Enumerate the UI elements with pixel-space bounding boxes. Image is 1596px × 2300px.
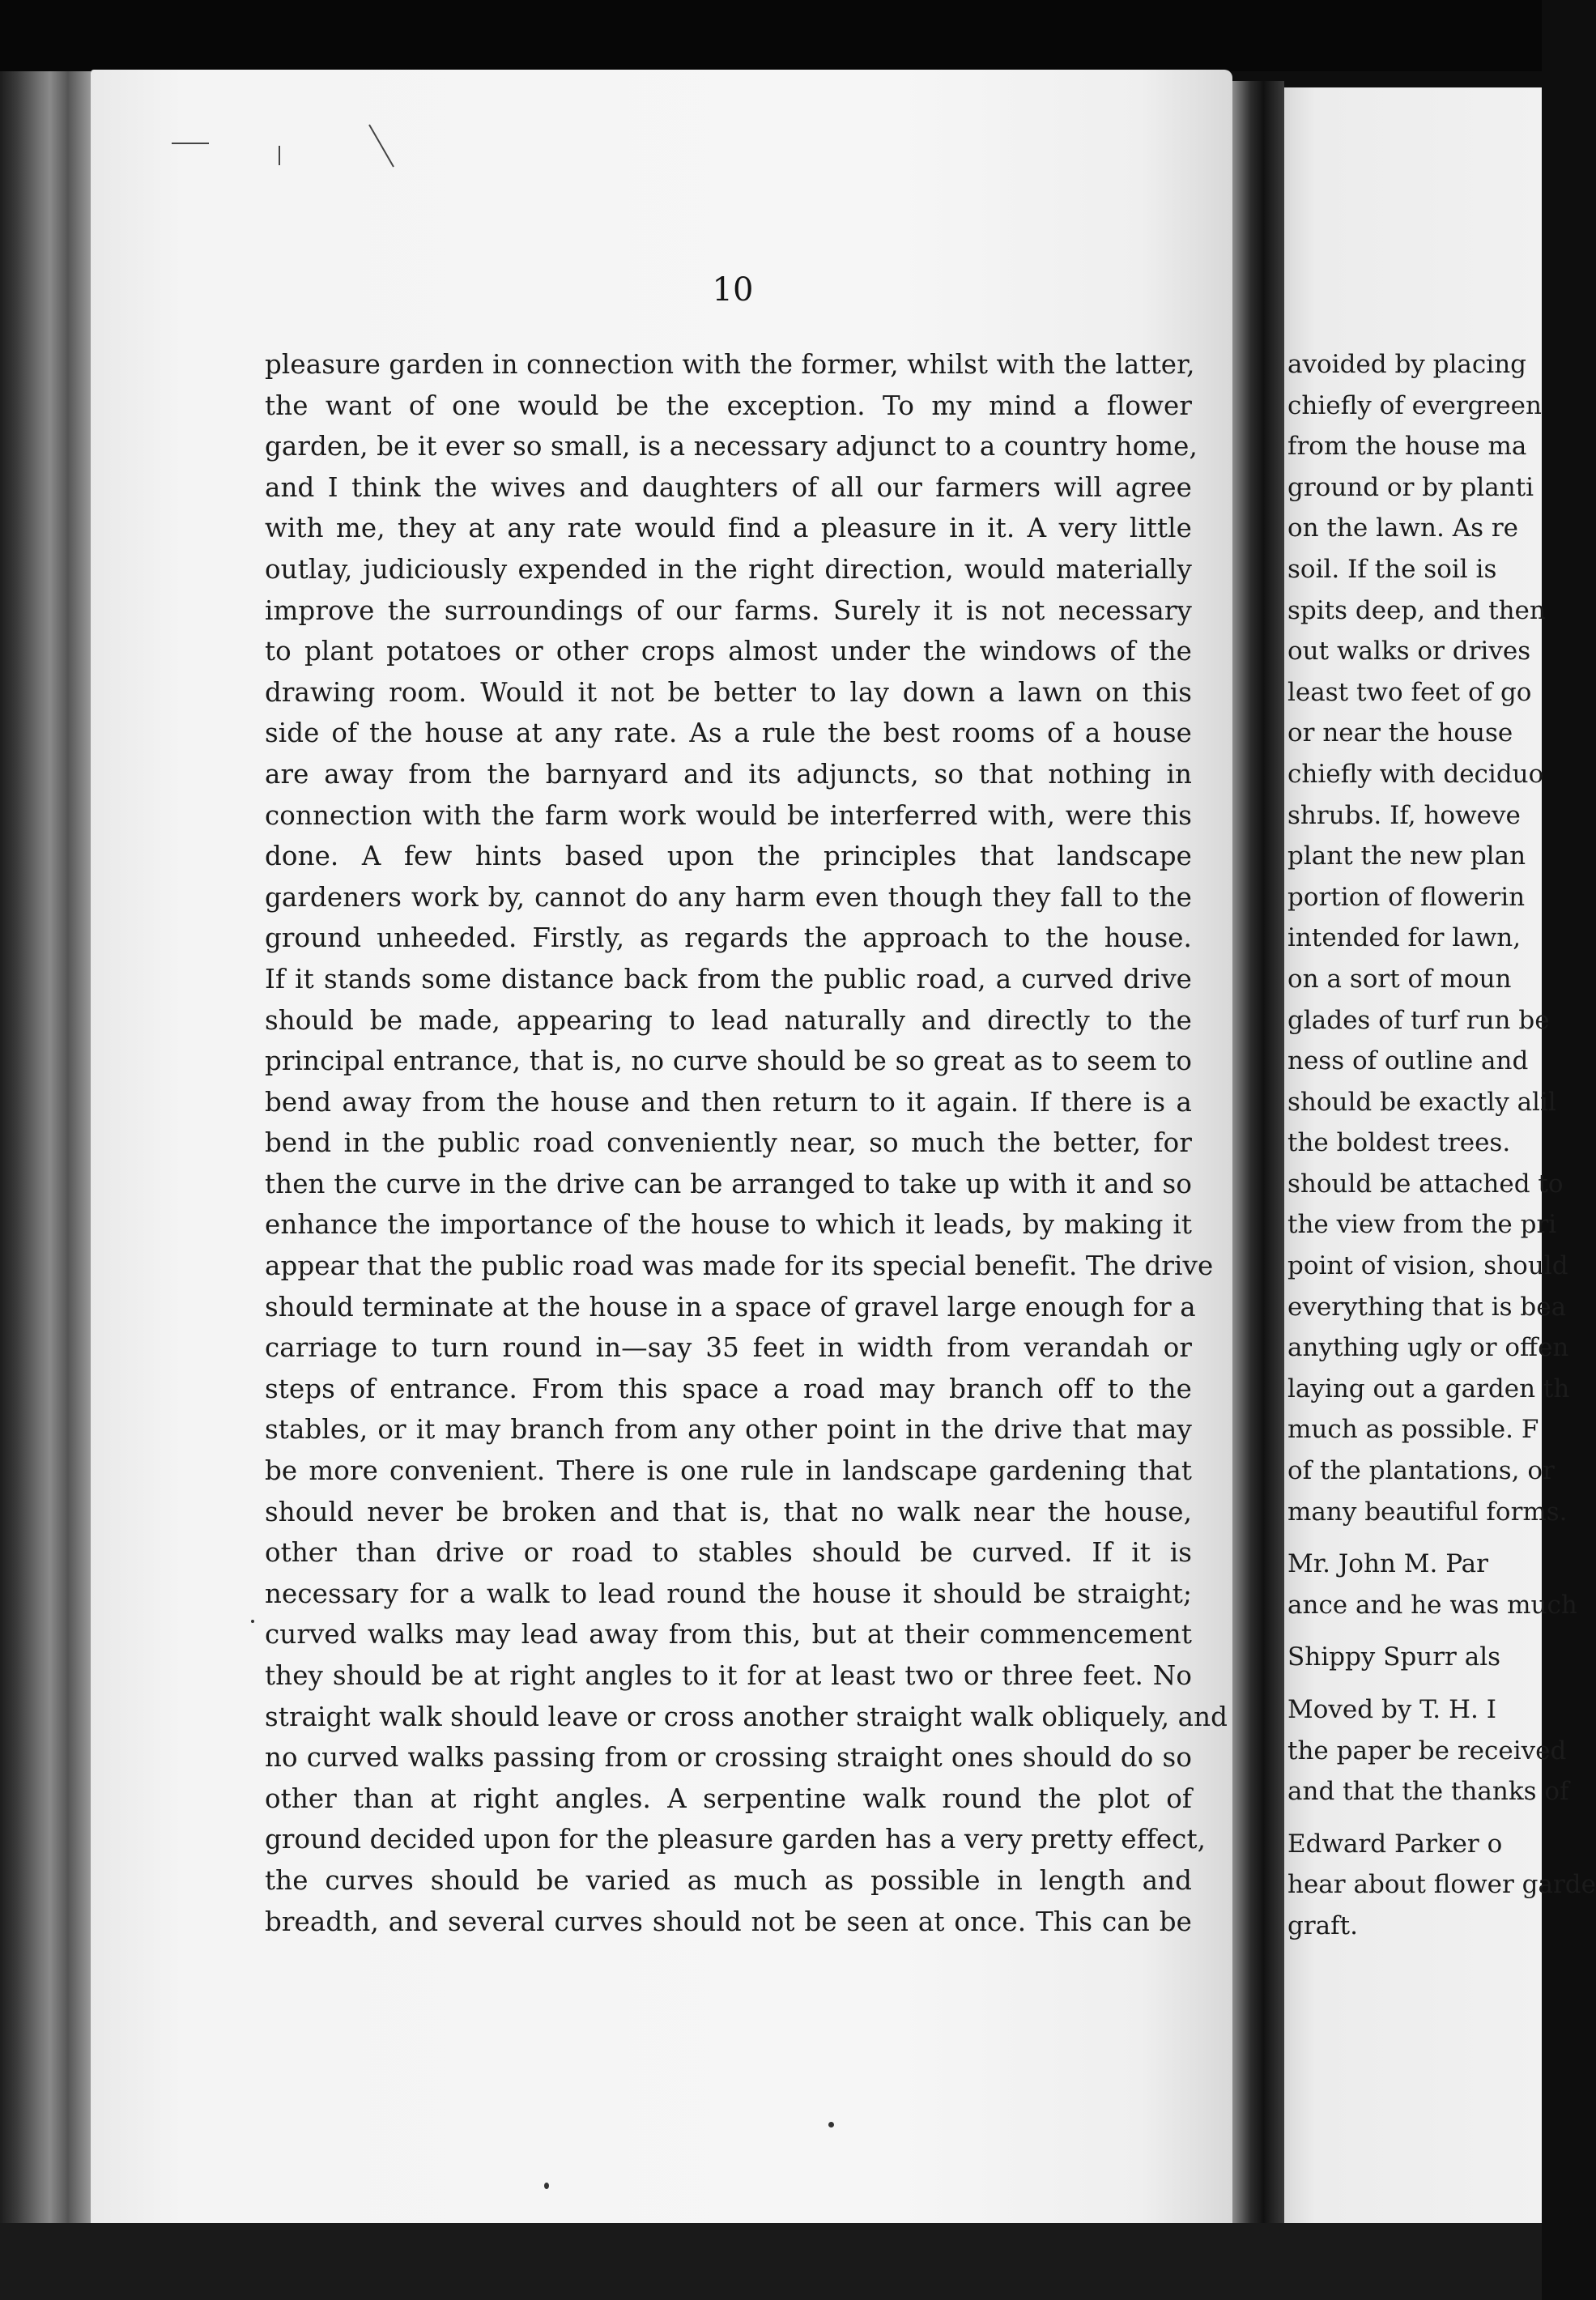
right-text-line: Mr. John M. Par (1287, 1549, 1488, 1579)
text-line: If it stands some distance back from the public road, a curved drive (265, 963, 1192, 995)
right-text-line: Shippy Spurr als (1287, 1642, 1501, 1672)
text-line: drawing room. Would it not be better to lay down a lawn on this (265, 676, 1192, 708)
right-text-line: or near the house (1287, 718, 1513, 748)
text-line: garden, be it ever so small, is a necessary adjunct to a country home, (265, 431, 1198, 462)
text-line: no curved walks passing from or crossing straight ones should do so (265, 1742, 1192, 1774)
right-text-line: should be exactly alil (1287, 1087, 1556, 1117)
right-text-line: shrubs. If, howeve (1287, 800, 1521, 830)
right-text-line: should be attached to (1287, 1169, 1564, 1199)
text-line: and I think the wives and daughters of all our farmers will agree (265, 471, 1192, 503)
text-line: stables, or it may branch from any other point in the drive that may (265, 1414, 1192, 1446)
right-text-line: Moved by T. H. I (1287, 1695, 1496, 1724)
text-line: should be made, appearing to lead naturally and directly to the (265, 1004, 1192, 1036)
right-text-line: least two feet of go (1287, 677, 1532, 707)
text-line: side of the house at any rate. As a rule the best rooms of a house (265, 718, 1192, 749)
right-text-line: chiefly with deciduo (1287, 759, 1544, 789)
text-line: should never be broken and that is, that no walk near the house, (265, 1496, 1192, 1527)
right-text-line: plant the new plan (1287, 841, 1526, 871)
text-line: the curves should be varied as much as possible in length and (265, 1864, 1192, 1896)
right-text-line: anything ugly or offen (1287, 1333, 1569, 1363)
right-text-line: hear about flower garde (1287, 1870, 1596, 1900)
main-text-block (265, 344, 1228, 1942)
book-gutter (1232, 81, 1284, 2223)
right-text-line: the boldest trees. (1287, 1128, 1511, 1158)
text-line: are away from the barnyard and its adjuncts, so that nothing in (265, 758, 1192, 790)
right-text-line: Edward Parker o (1287, 1829, 1503, 1859)
right-text-line: spits deep, and then (1287, 595, 1546, 625)
text-line: bend away from the house and then return to it again. If there is a (265, 1086, 1192, 1118)
right-text-line: everything that is bea (1287, 1292, 1567, 1322)
right-text-line: of the plantations, or (1287, 1456, 1555, 1486)
right-text-line: the paper be received (1287, 1736, 1567, 1765)
right-text-line: portion of flowerin (1287, 882, 1526, 912)
text-line: curved walks may lead away from this, but at their commencement (265, 1619, 1192, 1650)
text-line: steps of entrance. From this space a road may branch off to the (265, 1373, 1192, 1404)
right-text-line: glades of turf run be (1287, 1005, 1550, 1035)
scan-mark (172, 143, 209, 144)
text-line: outlay, judiciously expended in the right direction, would materially (265, 553, 1192, 585)
text-line: pleasure garden in connection with the former, whilst with the latter, (265, 349, 1195, 380)
right-text-line: on a sort of moun (1287, 964, 1512, 994)
scan-speck (251, 1620, 254, 1623)
page-number: 10 (712, 271, 754, 309)
text-line: then the curve in the drive can be arranged to take up with it and so (265, 1168, 1192, 1199)
right-text-line: soil. If the soil is (1287, 554, 1497, 584)
text-line: ground decided upon for the pleasure garden has a very pretty effect, (265, 1824, 1207, 1855)
text-line: be more convenient. There is one rule in landscape gardening that (265, 1455, 1192, 1487)
text-line: principal entrance, that is, no curve should be so great as to seem to (265, 1046, 1192, 1077)
right-text-line: many beautiful forms. (1287, 1497, 1568, 1527)
right-text-line: graft. (1287, 1910, 1358, 1940)
scan-speck (828, 2122, 834, 2128)
text-line: with me, they at any rate would find a pleasure in it. A very little (265, 513, 1192, 544)
text-line: bend in the public road conveniently near, so much the better, for (265, 1127, 1192, 1159)
scan-top-border (0, 0, 1542, 71)
text-line: enhance the importance of the house to which it leads, by making it (265, 1209, 1192, 1241)
text-line: carriage to turn round in—say 35 feet in width from verandah or (265, 1332, 1192, 1364)
text-line: other than drive or road to stables should be curved. If it is (265, 1537, 1192, 1569)
right-text-line: chiefly of evergreen (1287, 390, 1542, 420)
scan-mark (279, 146, 280, 165)
right-text-line: out walks or drives (1287, 637, 1531, 667)
right-text-line: laying out a garden th (1287, 1374, 1570, 1403)
right-text-line: much as possible. F (1287, 1415, 1539, 1445)
scan-bottom-border (0, 2223, 1542, 2300)
text-line: the want of one would be the exception. To my mind a flower (265, 390, 1192, 421)
right-text-line: on the lawn. As re (1287, 513, 1519, 543)
text-line: gardeners work by, cannot do any harm even though they fall to the (265, 881, 1192, 913)
right-text-line: avoided by placing (1287, 350, 1526, 379)
text-line: done. A few hints based upon the principles that landscape (265, 841, 1192, 872)
text-line: they should be at right angles to it for at least two or three feet. No (265, 1660, 1192, 1691)
right-text-line: from the house ma (1287, 432, 1527, 462)
right-text-line: intended for lawn, (1287, 923, 1522, 953)
right-text-line: ness of outline and (1287, 1046, 1529, 1076)
right-page-text-block (1287, 344, 1596, 1947)
right-text-line: point of vision, should (1287, 1251, 1568, 1281)
text-line: straight walk should leave or cross another straight walk obliquely, and (265, 1701, 1228, 1732)
text-line: to plant potatoes or other crops almost under the windows of the (265, 636, 1192, 667)
text-line: should terminate at the house in a space of gravel large enough for a (265, 1291, 1196, 1322)
right-text-line: ground or by planti (1287, 472, 1534, 502)
right-text-line: ance and he was much (1287, 1590, 1577, 1620)
text-line: necessary for a walk to lead round the house it should be straight; (265, 1578, 1192, 1609)
text-line: improve the surroundings of our farms. Surely it is not necessary (265, 594, 1192, 626)
book-page-edges (0, 71, 91, 2223)
right-text-line: the view from the pri (1287, 1210, 1557, 1240)
text-line: breadth, and several curves should not be seen at once. This can be (265, 1906, 1192, 1937)
scan-speck (544, 2183, 549, 2189)
text-line: other than at right angles. A serpentine walk round the plot of (265, 1782, 1192, 1814)
text-line: ground unheeded. Firstly, as regards the approach to the house. (265, 922, 1192, 954)
text-line: appear that the public road was made for its special benefit. The drive (265, 1250, 1214, 1282)
text-line: connection with the farm work would be interferred with, were this (265, 799, 1192, 831)
right-text-line: and that the thanks of (1287, 1777, 1569, 1807)
